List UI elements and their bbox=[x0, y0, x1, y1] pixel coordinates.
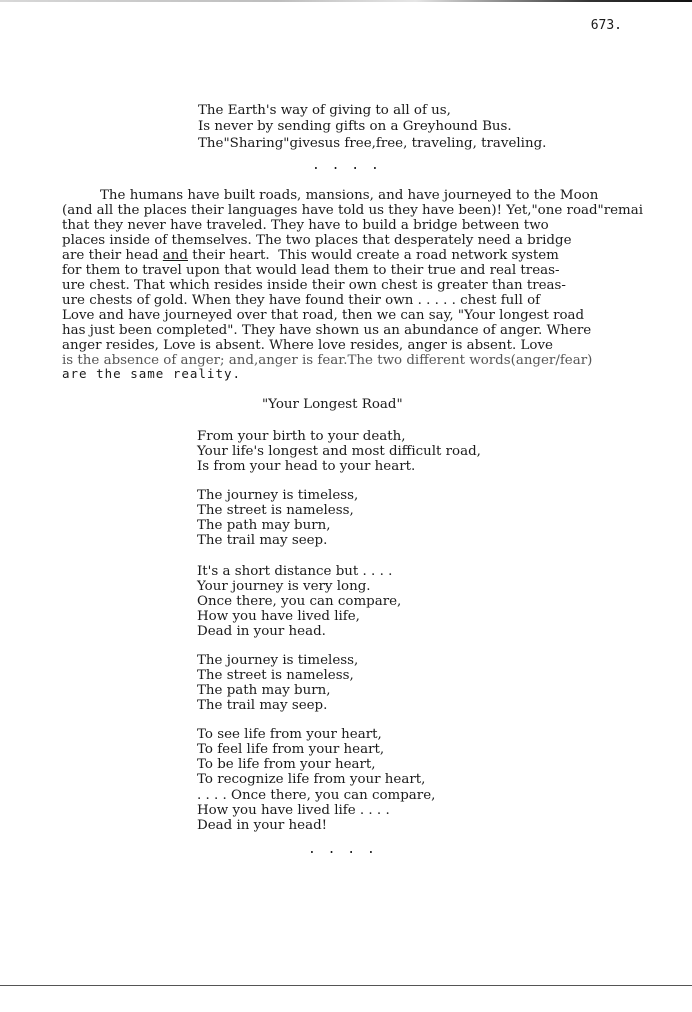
bottom-edge-rule bbox=[0, 985, 692, 986]
poem-line: Once there, you can compare, bbox=[197, 594, 402, 609]
poem-line: To see life from your heart, bbox=[197, 727, 382, 742]
poem-line: The street is nameless, bbox=[197, 503, 354, 518]
section-separator: . . . . bbox=[312, 158, 381, 173]
poem-line: Your journey is very long. bbox=[197, 579, 371, 594]
paragraph-line: ure chests of gold. When they have found their own . . . . . chest full of bbox=[62, 293, 541, 308]
intro-line: The Earth's way of giving to all of us, bbox=[198, 103, 451, 118]
poem-line: Dead in your head. bbox=[197, 624, 326, 639]
poem-line: The trail may seep. bbox=[197, 698, 328, 713]
paragraph-text: their heart. bbox=[187, 248, 270, 263]
poem-line: Dead in your head! bbox=[197, 818, 328, 833]
paragraph-line: anger resides, Love is absent. Where love resides, anger is absent. Love bbox=[62, 338, 553, 353]
poem-line: The path may burn, bbox=[197, 518, 331, 533]
intro-line: Is never by sending gifts on a Greyhound Bus. bbox=[198, 119, 512, 134]
poem-line: How you have lived life . . . . bbox=[197, 803, 390, 818]
poem-line: The street is nameless, bbox=[197, 668, 354, 683]
paragraph-line: ure chest. That which resides inside their own chest is greater than treas- bbox=[62, 278, 566, 293]
paragraph-text: are their head bbox=[62, 248, 163, 263]
poem-line: The path may burn, bbox=[197, 683, 331, 698]
poem-line: To be life from your heart, bbox=[197, 757, 376, 772]
poem-line: To recognize life from your heart, bbox=[197, 772, 426, 787]
poem-line: Your life's longest and most difficult road, bbox=[197, 444, 481, 459]
poem-line: From your birth to your death, bbox=[197, 429, 406, 444]
end-separator: . . . . bbox=[308, 842, 377, 857]
paragraph-line: (and all the places their languages have told us they have been)! Yet,"one road"remai bbox=[62, 203, 644, 218]
poem-line: The trail may seep. bbox=[197, 533, 328, 548]
poem-line: The journey is timeless, bbox=[197, 653, 359, 668]
paragraph-line: for them to travel upon that would lead them to their true and real treas- bbox=[62, 263, 560, 278]
paragraph-text: This would create a road network system bbox=[278, 248, 559, 263]
poem-title: "Your Longest Road" bbox=[262, 397, 403, 412]
poem-line: It's a short distance but . . . . bbox=[197, 564, 393, 579]
intro-line: The"Sharing"givesus free,free, traveling, traveling. bbox=[198, 136, 547, 151]
paragraph-line: places inside of themselves. The two places that desperately need a bridge bbox=[62, 233, 572, 248]
paragraph-line: has just been completed". They have shown us an abundance of anger. Where bbox=[62, 323, 592, 338]
paragraph-line: that they never have traveled. They have to build a bridge between two bbox=[62, 218, 549, 233]
paragraph-line: are the same reality. bbox=[62, 366, 242, 381]
poem-line: To feel life from your heart, bbox=[197, 742, 385, 757]
poem-line: . . . . Once there, you can compare, bbox=[197, 788, 436, 803]
paragraph-line: Love and have journeyed over that road, then we can say, "Your longest road bbox=[62, 308, 585, 323]
poem-line: The journey is timeless, bbox=[197, 488, 359, 503]
underlined-word: and bbox=[162, 248, 188, 263]
paragraph-line: The humans have built roads, mansions, and have journeyed to the Moon bbox=[100, 188, 599, 203]
page-number: 673. bbox=[590, 18, 622, 33]
paragraph-line bbox=[62, 248, 559, 264]
poem-line: How you have lived life, bbox=[197, 609, 360, 624]
paragraph-line: is the absence of anger; and,anger is fear.The two different words(anger/fear) bbox=[62, 353, 593, 368]
poem-line: Is from your head to your heart. bbox=[197, 459, 416, 474]
top-edge-rule bbox=[0, 0, 692, 2]
